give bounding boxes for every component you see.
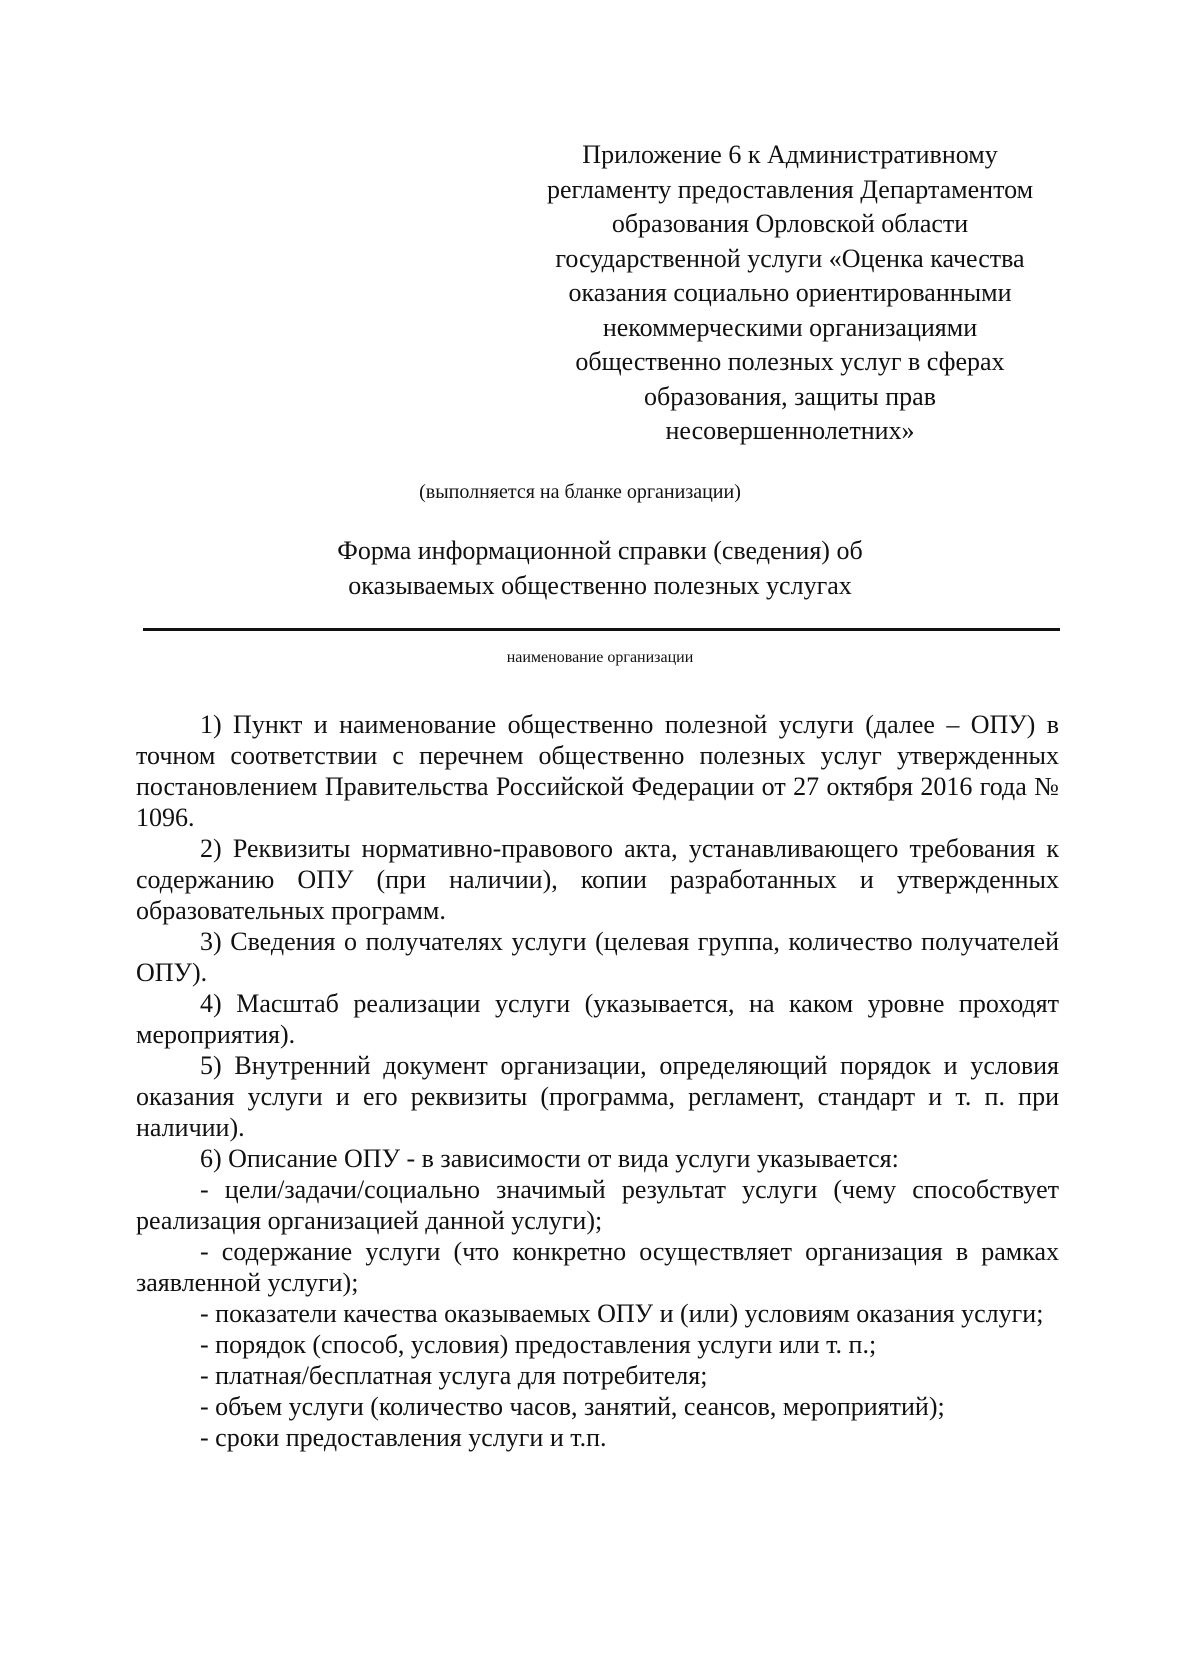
list-item: - показатели качества оказываемых ОПУ и (или) условиям оказания услуги;	[200, 1299, 1044, 1328]
list-item: 1) Пункт и наименование общественно полезной услуги (далее – ОПУ) в точном соответствии с перечнем общественно полезных услуг утвержденных постановлением Правительства Российской Федерации от 27 октября 2016 года № 1096.	[136, 710, 1059, 832]
appendix-line: образования Орловской области	[611, 209, 969, 238]
form-items	[136, 709, 1059, 1453]
list-item: - сроки предоставления услуги и т.п.	[200, 1423, 607, 1452]
list-item: - содержание услуги (что конкретно осуществляет организация в рамках заявленной услуги);	[136, 1237, 1059, 1297]
appendix-line: государственной услуги «Оценка качества	[555, 243, 1025, 273]
appendix-line: общественно полезных услуг в сферах	[575, 347, 1005, 376]
appendix-line: несовершеннолетних»	[665, 416, 915, 445]
list-item: 5) Внутренний документ организации, определяющий порядок и условия оказания услуги и его реквизиты (программа, регламент, стандарт и т. п. при наличии).	[136, 1051, 1059, 1142]
appendix-line: Приложение 6 к Административному	[582, 140, 998, 169]
appendix-line: оказания социально ориентированными	[568, 278, 1012, 307]
organization-name-caption: наименование организации	[506, 649, 694, 666]
list-item: 6) Описание ОПУ - в зависимости от вида услуги указывается:	[200, 1144, 899, 1173]
form-title-line: оказываемых общественно полезных услугах	[348, 571, 852, 600]
organization-name-line	[143, 628, 1060, 631]
list-item: 3) Сведения о получателях услуги (целевая группа, количество получателей ОПУ).	[136, 927, 1059, 987]
list-item: 4) Масштаб реализации услуги (указывается, на каком уровне проходят мероприятия).	[136, 989, 1059, 1049]
list-item: - порядок (способ, условия) предоставления услуги или т. п.;	[200, 1330, 877, 1359]
appendix-header	[545, 138, 1035, 449]
appendix-line: образования, защиты прав	[644, 381, 936, 411]
appendix-line: некоммерческими организациями	[602, 312, 978, 342]
list-item: - объем услуги (количество часов, занятий, сеансов, мероприятий);	[200, 1392, 945, 1421]
appendix-line: регламенту предоставления Департаментом	[546, 174, 1034, 204]
form-title-line: Форма информационной справки (сведения) об	[337, 536, 863, 565]
list-item: - платная/бесплатная услуга для потребителя;	[200, 1361, 708, 1390]
list-item: 2) Реквизиты нормативно-правового акта, устанавливающего требования к содержанию ОПУ (при наличии), копии разработанных и утвержденных образовательных программ.	[136, 834, 1059, 925]
letterhead-note: (выполняется на бланке организации)	[419, 481, 741, 503]
list-item: - цели/задачи/социально значимый результат услуги (чему способствует реализация организацией данной услуги);	[136, 1175, 1059, 1235]
form-title	[250, 533, 950, 603]
